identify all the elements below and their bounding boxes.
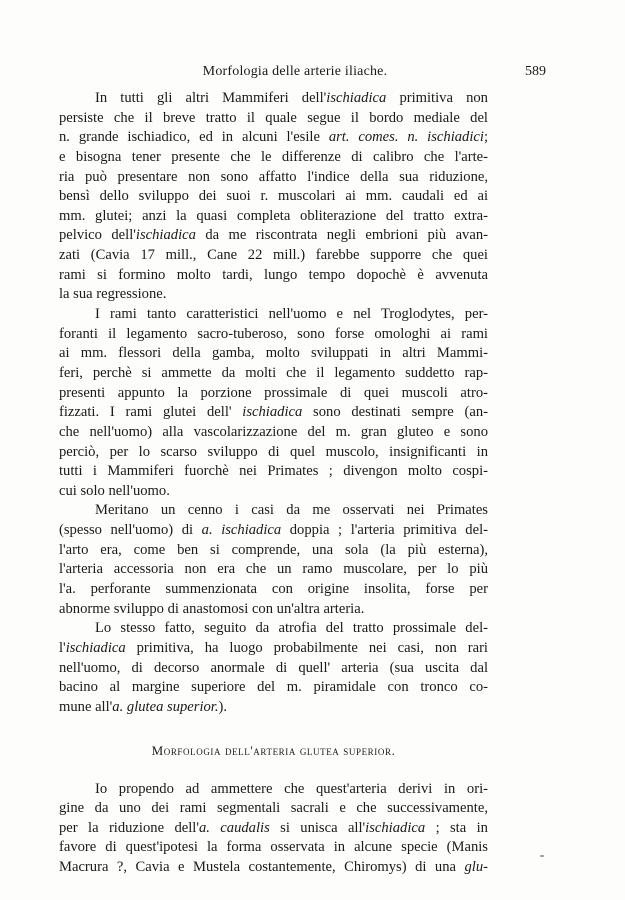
text-line xyxy=(59,403,488,423)
text-run: Lo stesso fatto, seguito da atrofia del tratto prossimale del- xyxy=(95,620,488,637)
text-run: ; sta in xyxy=(425,819,488,836)
text-line xyxy=(59,619,488,639)
paragraph xyxy=(59,305,488,501)
text-run: (spesso nell'uomo) di xyxy=(59,522,202,539)
text-line xyxy=(59,560,488,580)
text-line xyxy=(59,423,488,443)
text-line xyxy=(59,659,488,679)
text-run: gine da uno dei rami segmentali sacrali e che successivamente, xyxy=(59,800,488,817)
text-run: Io propendo ad ammettere che quest'arteria derivi in ori- xyxy=(95,780,488,797)
text-run: In tutti gli altri Mammiferi dell' xyxy=(95,90,327,106)
text-run: abnorme sviluppo di anastomosi con un'altra arteria. xyxy=(59,600,365,617)
text-line xyxy=(59,226,488,246)
text-line xyxy=(59,148,488,168)
body-text xyxy=(59,89,488,878)
italic-term: ischiadica xyxy=(242,404,303,421)
italic-term: glu- xyxy=(464,859,488,876)
text-run: feri, perchè si ammette da molti che il legamento suddetto rap- xyxy=(59,364,488,381)
text-run: l' xyxy=(59,639,66,656)
text-line xyxy=(59,600,488,620)
italic-term: ischiadica xyxy=(326,90,387,106)
text-line xyxy=(59,305,488,325)
text-run: perciò, per lo scarso sviluppo di quel muscolo, insignificanti in xyxy=(59,443,488,460)
text-line xyxy=(59,89,488,109)
text-line xyxy=(59,168,488,188)
text-line xyxy=(59,521,488,541)
text-run: ai mm. flessori della gamba, molto sviluppati in altri Mammi- xyxy=(59,345,488,362)
text-run: la sua regressione. xyxy=(59,286,167,303)
text-run: per la riduzione dell' xyxy=(59,819,199,836)
text-run: Meritano un cenno i casi da me osservati nei Primates xyxy=(95,502,488,519)
text-line xyxy=(59,482,488,502)
italic-term: ischiadica xyxy=(365,819,426,836)
text-run: tutti i Mammiferi fuorchè nei Primates ; divengon molto cospi- xyxy=(59,463,488,480)
paragraphs-before-heading xyxy=(59,89,488,718)
text-run: da me riscontrata negli embrioni più avan- xyxy=(195,227,488,244)
italic-term: art. comes. n. ischiadici xyxy=(328,129,484,146)
text-line xyxy=(59,780,488,800)
italic-term: a. caudalis xyxy=(198,819,270,836)
text-line xyxy=(59,128,488,148)
text-line xyxy=(59,187,488,207)
text-line xyxy=(59,207,488,227)
text-run: ; xyxy=(483,129,488,146)
text-line xyxy=(59,344,488,364)
text-run: primitiva, ha luogo probabilmente nei casi, non rari xyxy=(125,639,488,656)
italic-term: ischiadica xyxy=(65,639,126,656)
text-run: primitiva non xyxy=(386,90,488,106)
text-run: foranti il legamento sacro-tuberoso, sono forse omologhi ai rami xyxy=(59,325,488,342)
text-line xyxy=(59,639,488,659)
paragraph xyxy=(59,501,488,619)
text-line xyxy=(59,698,488,718)
text-run: doppia ; l'arteria primitiva del- xyxy=(281,522,488,539)
italic-term: a. ischiadica xyxy=(201,522,282,539)
text-run: pelvico dell' xyxy=(59,227,136,244)
text-run: I rami tanto caratteristici nell'uomo e nel Troglodytes, per- xyxy=(95,306,488,323)
text-run: rami si formino molto tardi, lungo tempo dopochè è avvenuta xyxy=(59,266,488,283)
text-line xyxy=(59,384,488,404)
text-line xyxy=(59,325,488,345)
text-run: l'a. perforante summenzionata con origine insolita, forse per xyxy=(59,581,488,598)
paragraph xyxy=(59,619,488,717)
text-line xyxy=(59,462,488,482)
text-run: cui solo nell'uomo. xyxy=(59,482,170,499)
text-line xyxy=(59,246,488,266)
text-line xyxy=(59,858,488,878)
text-run: nell'uomo, di decorso anormale di quell' arteria (sua uscita dal xyxy=(59,659,488,676)
text-run: sono destinati sempre (an- xyxy=(302,404,488,421)
text-line xyxy=(59,364,488,384)
ink-speck xyxy=(540,855,544,857)
text-run: mune all' xyxy=(59,698,113,715)
text-run: l'arteria accessoria non era che un ramo muscolare, per lo più xyxy=(59,561,488,578)
italic-term: a. glutea superior. xyxy=(112,698,219,715)
text-run: mm. glutei; anzi la quasi completa obliterazione del tratto extra- xyxy=(59,207,488,224)
text-line xyxy=(59,580,488,600)
text-run: l'arto era, come ben si comprende, una sola (la più esterna), xyxy=(59,541,488,558)
text-run: che nell'uomo) alla vascolarizzazione del m. gran gluteo e sono xyxy=(59,423,488,440)
text-line xyxy=(59,819,488,839)
text-run: n. grande ischiadico, ed in alcuni l'esile xyxy=(59,129,329,146)
text-run: zati (Cavia 17 mill., Cane 22 mill.) farebbe supporre che quei xyxy=(59,247,488,264)
paragraph xyxy=(59,89,488,305)
text-line xyxy=(59,838,488,858)
text-run: ). xyxy=(218,698,228,715)
text-line xyxy=(59,678,488,698)
text-run: fizzati. I rami glutei dell' xyxy=(59,404,243,421)
text-run: favore di quest'ipotesi la forma osservata in alcune specie (Manis xyxy=(59,839,488,856)
text-run: Macrura ?, Cavia e Mustela costantemente, Chiromys) di una xyxy=(59,859,465,876)
text-line xyxy=(59,501,488,521)
text-line xyxy=(59,443,488,463)
text-run: si unisca all' xyxy=(269,819,366,836)
text-line xyxy=(59,266,488,286)
section-heading: Morfologia dell'arteria glutea superior. xyxy=(151,742,396,758)
text-run: ria può presentare non sono affatto l'indice della sua riduzione, xyxy=(59,168,488,185)
text-run: bacino al margine superiore del m. piramidale con tronco co- xyxy=(59,679,488,696)
text-run: bensì dello sviluppo dei suoi r. muscolari ai mm. caudali ed ai xyxy=(59,188,488,205)
page-number: 589 xyxy=(525,64,546,79)
text-line xyxy=(59,109,488,129)
running-title: Morfologia delle arterie iliache. xyxy=(202,64,388,79)
text-run: persiste che il breve tratto il quale segue il bordo mediale del xyxy=(59,109,488,126)
paragraph xyxy=(59,780,488,878)
text-line xyxy=(59,285,488,305)
text-run: e bisogna tener presente che le differenze di calibro che l'arte- xyxy=(59,148,488,165)
paragraphs-after-heading xyxy=(59,780,488,878)
text-run: presenti appunto la porzione prossimale di quei muscoli atro- xyxy=(59,384,488,401)
running-header xyxy=(60,64,546,84)
italic-term: ischiadica xyxy=(135,227,196,244)
text-line xyxy=(59,541,488,561)
text-line xyxy=(59,799,488,819)
